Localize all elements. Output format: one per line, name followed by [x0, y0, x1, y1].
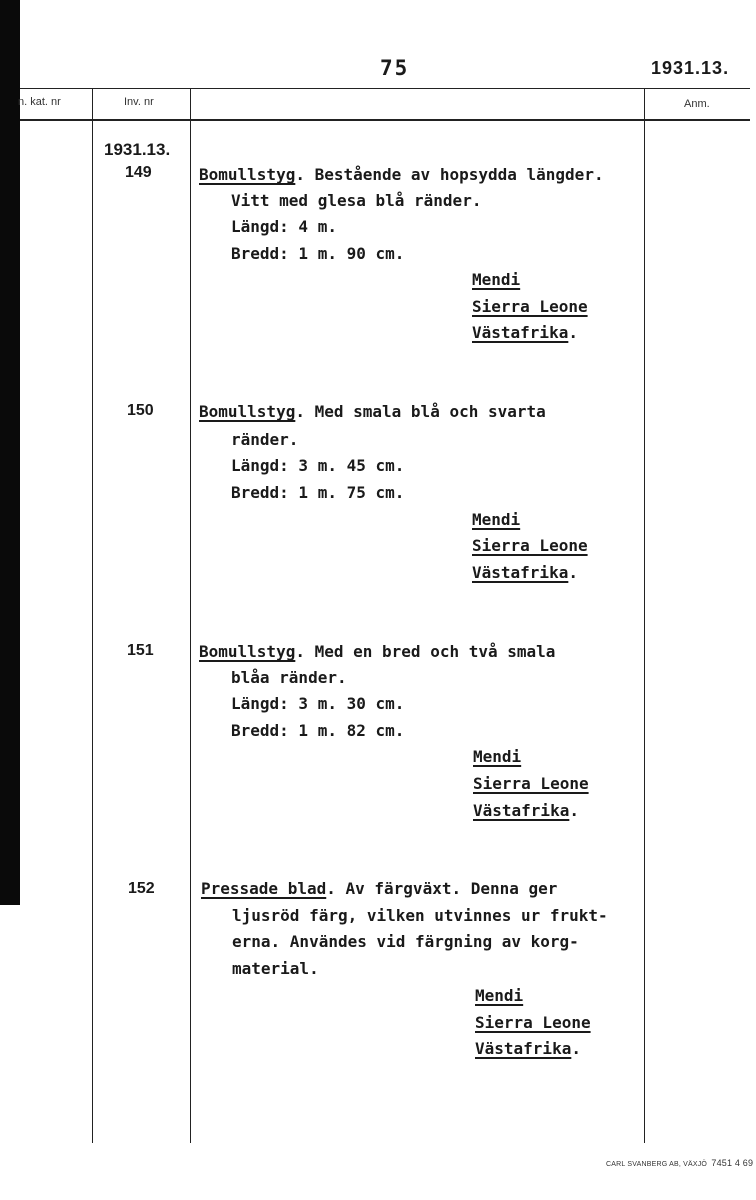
entry-line: Bredd: 1 m. 75 cm.	[231, 483, 405, 502]
entry-line: Bredd: 1 m. 90 cm.	[231, 244, 405, 263]
entry-line: Vitt med glesa blå ränder.	[231, 191, 482, 210]
entry-heading	[201, 876, 557, 903]
origin-region: Västafrika.	[472, 323, 578, 342]
column-header-inv-nr: Inv. nr	[124, 96, 154, 108]
column-divider-kat	[92, 88, 93, 1143]
page-number: 75	[380, 56, 410, 80]
entry-heading	[199, 399, 546, 426]
scan-edge-bar	[0, 0, 20, 905]
inventory-number: 151	[127, 642, 154, 659]
entry-line: ljusröd färg, vilken utvinnes ur frukt-	[232, 906, 608, 925]
object-title: Bomullstyg	[199, 165, 296, 184]
entry-line: Längd: 4 m.	[231, 217, 337, 236]
entry-line: ränder.	[231, 430, 299, 449]
entry-heading	[199, 162, 604, 189]
origin-region: Västafrika.	[473, 801, 579, 820]
entry-line: blåa ränder.	[231, 668, 347, 687]
inventory-number: 149	[125, 164, 152, 181]
entry-heading	[199, 639, 555, 666]
entry-line: material.	[232, 959, 319, 978]
origin-country: Sierra Leone	[475, 1013, 591, 1032]
header-catalog-code: 1931.13.	[651, 58, 730, 78]
column-divider-inv	[190, 88, 191, 1143]
origin-locality: Mendi	[472, 270, 521, 289]
origin-locality: Mendi	[473, 747, 522, 766]
object-title: Bomullstyg	[199, 642, 296, 661]
column-header-anm: Anm.	[684, 98, 710, 110]
header-top-rule	[20, 88, 750, 89]
origin-region: Västafrika.	[472, 563, 578, 582]
entry-description: . Med en bred och två smala	[295, 642, 556, 661]
form-number: 7451 4 69	[711, 1158, 754, 1168]
origin-country: Sierra Leone	[472, 297, 588, 316]
entry-line: Längd: 3 m. 45 cm.	[231, 456, 405, 475]
origin-country: Sierra Leone	[473, 774, 589, 793]
entry-line: Längd: 3 m. 30 cm.	[231, 694, 405, 713]
inventory-number: 152	[128, 880, 155, 897]
inventory-number: 150	[127, 402, 154, 419]
entry-description: . Bestående av hopsydda längder.	[295, 165, 604, 184]
entry-description: . Med smala blå och svarta	[295, 402, 546, 421]
origin-country: Sierra Leone	[472, 536, 588, 555]
header-bottom-rule	[20, 119, 750, 121]
column-divider-anm	[644, 88, 645, 1143]
printer-mark	[606, 1158, 753, 1168]
entry-line: Bredd: 1 m. 82 cm.	[231, 721, 405, 740]
object-title: Bomullstyg	[199, 402, 296, 421]
origin-region: Västafrika.	[475, 1039, 581, 1058]
entry-description: . Av färgväxt. Denna ger	[326, 879, 558, 898]
series-label: 1931.13.	[104, 140, 171, 159]
origin-locality: Mendi	[475, 986, 524, 1005]
entry-line: erna. Användes vid färgning av korg-	[232, 932, 579, 951]
origin-locality: Mendi	[472, 510, 521, 529]
printer-name: CARL SVANBERG AB, VÄXJÖ	[606, 1161, 708, 1168]
column-header-kat-nr: n. kat. nr	[18, 96, 61, 108]
object-title: Pressade blad	[201, 879, 327, 898]
